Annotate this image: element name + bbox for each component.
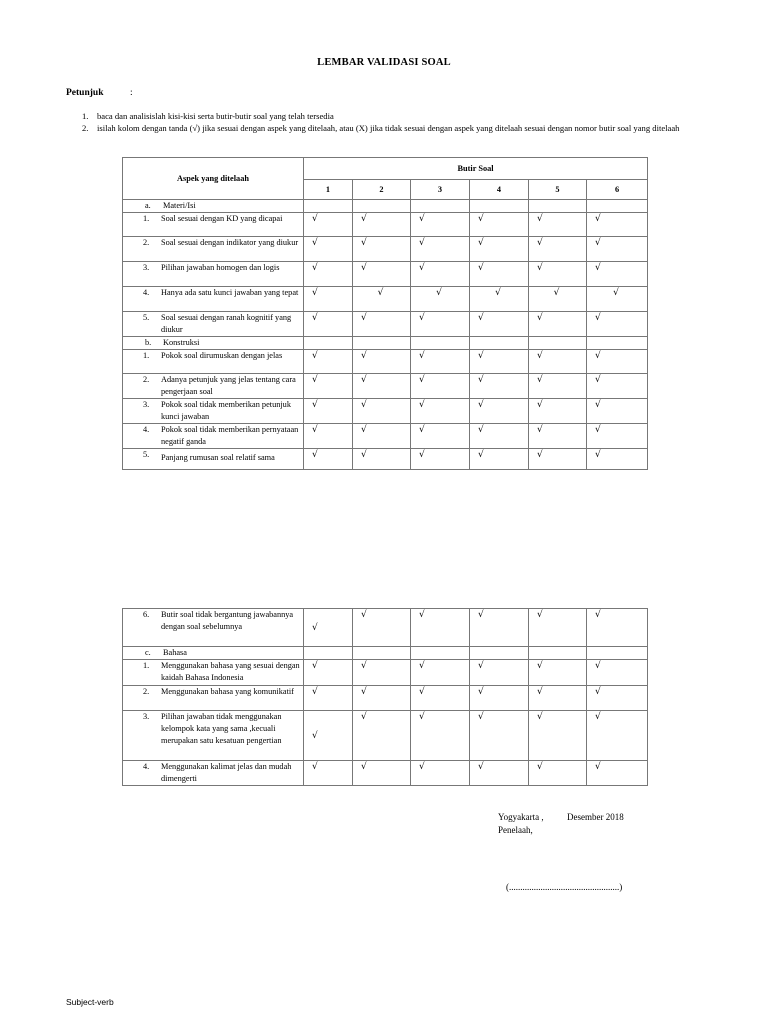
check-mark-cell: √ xyxy=(587,686,648,711)
aspect-cell xyxy=(123,237,304,262)
empty-cell xyxy=(304,647,353,660)
column-header: 4 xyxy=(470,180,529,200)
item-text: Hanya ada satu kunci jawaban yang tepat xyxy=(161,288,299,297)
empty-cell xyxy=(470,647,529,660)
item-number: 1. xyxy=(143,351,150,360)
check-mark-cell: √ xyxy=(470,711,529,761)
check-mark-cell: √ xyxy=(353,711,411,761)
check-mark-cell: √ xyxy=(353,374,411,399)
column-header: 1 xyxy=(304,180,353,200)
check-mark-cell: √ xyxy=(304,237,353,262)
empty-cell xyxy=(470,200,529,213)
instruction-text: isilah kolom dengan tanda (√) jika sesuai dengan aspek yang ditelaah, atau (X) jika tidak sesuai dengan aspek yang ditelaah sesuai dengan nomor butir soal yang ditelaah xyxy=(97,123,680,133)
item-text: Pilihan jawaban homogen dan logis xyxy=(161,263,280,272)
check-mark-cell: √ xyxy=(470,312,529,337)
item-number: 1. xyxy=(143,214,150,223)
item-text: Pokok soal tidak memberikan petunjuk kunci jawaban xyxy=(161,400,291,421)
validation-table-part1 xyxy=(122,157,648,470)
check-mark-cell: √ xyxy=(353,686,411,711)
item-text: Butir soal tidak bergantung jawabannya dengan soal sebelumnya xyxy=(161,610,294,631)
section-title: Konstruksi xyxy=(163,338,200,347)
item-number: 4. xyxy=(143,762,150,771)
table-row xyxy=(123,287,648,312)
check-mark-cell: √ xyxy=(470,399,529,424)
check-mark-cell: √ xyxy=(304,761,353,786)
instruction-item xyxy=(82,110,722,122)
check-mark-cell: √ xyxy=(411,399,470,424)
empty-cell xyxy=(353,337,411,350)
table-row xyxy=(123,262,648,287)
aspect-cell xyxy=(123,262,304,287)
check-mark-cell: √ xyxy=(411,350,470,374)
column-header: 5 xyxy=(529,180,587,200)
item-number: 3. xyxy=(143,712,150,721)
table-row xyxy=(123,399,648,424)
check-mark-cell: √ xyxy=(411,213,470,237)
table-row xyxy=(123,686,648,711)
check-mark-cell: √ xyxy=(470,660,529,686)
section-number: b. xyxy=(145,338,152,347)
check-mark-cell: √ xyxy=(587,312,648,337)
section-row xyxy=(123,337,648,350)
item-text: Menggunakan bahasa yang komunikatif xyxy=(161,687,294,696)
aspect-cell xyxy=(123,399,304,424)
item-number: 4. xyxy=(143,288,150,297)
check-mark-cell: √ xyxy=(304,287,353,312)
section-number: c. xyxy=(145,648,151,657)
instruction-number: 1. xyxy=(82,111,89,121)
check-mark-cell: √ xyxy=(411,312,470,337)
check-mark-cell: √ xyxy=(353,287,411,312)
check-mark-cell: √ xyxy=(353,312,411,337)
check-mark-cell: √ xyxy=(529,374,587,399)
aspect-cell xyxy=(123,711,304,761)
check-mark-cell: √ xyxy=(587,350,648,374)
item-number: 3. xyxy=(143,400,150,409)
section-number: a. xyxy=(145,201,151,210)
check-mark-cell: √ xyxy=(470,761,529,786)
aspect-cell xyxy=(123,374,304,399)
butir-soal-header: Butir Soal xyxy=(304,158,648,180)
empty-cell xyxy=(411,647,470,660)
check-mark-cell: √ xyxy=(304,449,353,470)
check-mark-cell: √ xyxy=(411,424,470,449)
table-row xyxy=(123,350,648,374)
empty-cell xyxy=(353,647,411,660)
aspect-cell xyxy=(123,660,304,686)
aspect-cell xyxy=(123,287,304,312)
check-mark-cell: √ xyxy=(353,262,411,287)
empty-cell xyxy=(304,337,353,350)
column-header: 6 xyxy=(587,180,648,200)
section-title: Materi/Isi xyxy=(163,201,196,210)
empty-cell xyxy=(587,337,648,350)
table-row xyxy=(123,711,648,761)
check-mark-cell: √ xyxy=(411,609,470,647)
check-mark-cell: √ xyxy=(587,287,648,312)
check-mark-cell: √ xyxy=(470,237,529,262)
check-mark-cell: √ xyxy=(470,262,529,287)
check-mark-cell: √ xyxy=(587,449,648,470)
check-mark-cell: √ xyxy=(411,374,470,399)
section-label xyxy=(123,337,304,350)
aspect-cell xyxy=(123,609,304,647)
column-header: 2 xyxy=(353,180,411,200)
item-text: Menggunakan kalimat jelas dan mudah dimengerti xyxy=(161,762,292,783)
check-mark-cell: √ xyxy=(353,449,411,470)
check-mark-cell: √ xyxy=(470,686,529,711)
footer-text: Subject-verb xyxy=(66,997,114,1007)
check-mark-cell: √ xyxy=(304,686,353,711)
instruction-number: 2. xyxy=(82,123,89,133)
check-mark-cell: √ xyxy=(411,686,470,711)
check-mark-cell: √ xyxy=(470,374,529,399)
aspect-cell xyxy=(123,686,304,711)
check-mark-cell: √ xyxy=(470,609,529,647)
check-mark-cell: √ xyxy=(529,761,587,786)
check-mark-cell: √ xyxy=(529,686,587,711)
section-row xyxy=(123,647,648,660)
check-mark-cell: √ xyxy=(587,374,648,399)
item-text: Panjang rumusan soal relatif sama xyxy=(161,453,275,462)
check-mark-cell: √ xyxy=(353,609,411,647)
check-mark-cell: √ xyxy=(587,660,648,686)
check-mark-cell: √ xyxy=(353,399,411,424)
check-mark-cell: √ xyxy=(529,213,587,237)
check-mark-cell: √ xyxy=(529,237,587,262)
signature-city: Yogyakarta , xyxy=(498,812,544,822)
check-mark-cell: √ xyxy=(470,424,529,449)
check-mark-cell: √ xyxy=(304,399,353,424)
check-mark-cell: √ xyxy=(587,399,648,424)
check-mark-cell: √ xyxy=(304,350,353,374)
check-mark-cell: √ xyxy=(353,213,411,237)
empty-cell xyxy=(587,200,648,213)
item-number: 5. xyxy=(143,450,150,459)
check-mark-cell: √ xyxy=(304,609,353,647)
item-number: 1. xyxy=(143,661,150,670)
aspect-cell xyxy=(123,761,304,786)
check-mark-cell: √ xyxy=(411,449,470,470)
item-text: Pokok soal tidak memberikan pernyataan negatif ganda xyxy=(161,425,299,446)
check-mark-cell: √ xyxy=(470,213,529,237)
check-mark-cell: √ xyxy=(470,350,529,374)
check-mark-cell: √ xyxy=(304,262,353,287)
item-number: 2. xyxy=(143,687,150,696)
item-text: Pilihan jawaban tidak menggunakan kelompok kata yang sama ,kecuali merupakan satu kesatuan pengertian xyxy=(161,712,282,745)
check-mark-cell: √ xyxy=(529,660,587,686)
check-mark-cell: √ xyxy=(587,424,648,449)
item-number: 3. xyxy=(143,263,150,272)
table-row xyxy=(123,761,648,786)
check-mark-cell: √ xyxy=(529,312,587,337)
check-mark-cell: √ xyxy=(304,213,353,237)
empty-cell xyxy=(470,337,529,350)
table-row xyxy=(123,213,648,237)
check-mark-cell: √ xyxy=(304,374,353,399)
check-mark-cell: √ xyxy=(529,449,587,470)
aspect-cell xyxy=(123,350,304,374)
empty-cell xyxy=(304,200,353,213)
petunjuk-colon: : xyxy=(130,88,133,98)
check-mark-cell: √ xyxy=(411,287,470,312)
check-mark-cell: √ xyxy=(411,660,470,686)
table-row xyxy=(123,449,648,470)
item-text: Soal sesuai dengan indikator yang diukur xyxy=(161,238,299,247)
check-mark-cell: √ xyxy=(353,237,411,262)
check-mark-cell: √ xyxy=(353,350,411,374)
empty-cell xyxy=(411,337,470,350)
check-mark-cell: √ xyxy=(353,424,411,449)
check-mark-cell: √ xyxy=(587,761,648,786)
item-text: Pokok soal dirumuskan dengan jelas xyxy=(161,351,283,360)
item-text: Soal sesuai dengan KD yang dicapai xyxy=(161,214,283,223)
item-number: 4. xyxy=(143,425,150,434)
check-mark-cell: √ xyxy=(587,237,648,262)
check-mark-cell: √ xyxy=(470,449,529,470)
table-row xyxy=(123,237,648,262)
item-number: 2. xyxy=(143,238,150,247)
item-text: Menggunakan bahasa yang sesuai dengan kaidah Bahasa Indonesia xyxy=(161,661,300,682)
check-mark-cell: √ xyxy=(587,609,648,647)
check-mark-cell: √ xyxy=(587,262,648,287)
check-mark-cell: √ xyxy=(529,399,587,424)
aspect-cell xyxy=(123,312,304,337)
signature-name-line: (.................................................) xyxy=(506,882,623,892)
check-mark-cell: √ xyxy=(411,761,470,786)
instruction-list xyxy=(82,110,722,134)
empty-cell xyxy=(529,200,587,213)
table-row xyxy=(123,609,648,647)
check-mark-cell: √ xyxy=(529,711,587,761)
empty-cell xyxy=(529,337,587,350)
item-text: Soal sesuai dengan ranah kognitif yang diukur xyxy=(161,313,292,334)
check-mark-cell: √ xyxy=(411,711,470,761)
instructions-label xyxy=(66,88,133,98)
check-mark-cell: √ xyxy=(353,660,411,686)
check-mark-cell: √ xyxy=(353,761,411,786)
check-mark-cell: √ xyxy=(529,424,587,449)
column-header: 3 xyxy=(411,180,470,200)
check-mark-cell: √ xyxy=(529,287,587,312)
check-mark-cell: √ xyxy=(411,262,470,287)
item-number: 5. xyxy=(143,313,150,322)
empty-cell xyxy=(353,200,411,213)
section-label xyxy=(123,647,304,660)
check-mark-cell: √ xyxy=(470,287,529,312)
check-mark-cell: √ xyxy=(529,350,587,374)
petunjuk-label: Petunjuk xyxy=(66,88,104,98)
section-label xyxy=(123,200,304,213)
section-row xyxy=(123,200,648,213)
empty-cell xyxy=(411,200,470,213)
table-row xyxy=(123,660,648,686)
aspect-cell xyxy=(123,449,304,470)
validation-table-part2 xyxy=(122,608,648,786)
item-number: 2. xyxy=(143,375,150,384)
signature-date: Desember 2018 xyxy=(567,812,624,822)
check-mark-cell: √ xyxy=(529,262,587,287)
empty-cell xyxy=(529,647,587,660)
check-mark-cell: √ xyxy=(304,660,353,686)
check-mark-cell: √ xyxy=(304,312,353,337)
instruction-text: baca dan analisislah kisi-kisi serta butir-butir soal yang telah tersedia xyxy=(97,111,334,121)
check-mark-cell: √ xyxy=(304,711,353,761)
instruction-item xyxy=(82,122,722,134)
table-row xyxy=(123,374,648,399)
section-title: Bahasa xyxy=(163,648,187,657)
check-mark-cell: √ xyxy=(587,711,648,761)
check-mark-cell: √ xyxy=(587,213,648,237)
table-row xyxy=(123,424,648,449)
item-text: Adanya petunjuk yang jelas tentang cara pengerjaan soal xyxy=(161,375,296,396)
empty-cell xyxy=(587,647,648,660)
aspect-cell xyxy=(123,213,304,237)
check-mark-cell: √ xyxy=(411,237,470,262)
aspect-cell xyxy=(123,424,304,449)
item-number: 6. xyxy=(143,610,150,619)
table-row xyxy=(123,312,648,337)
page-title: LEMBAR VALIDASI SOAL xyxy=(317,57,451,68)
check-mark-cell: √ xyxy=(304,424,353,449)
signature-role: Penelaah, xyxy=(498,825,533,835)
aspect-header: Aspek yang ditelaah xyxy=(123,158,304,200)
check-mark-cell: √ xyxy=(529,609,587,647)
